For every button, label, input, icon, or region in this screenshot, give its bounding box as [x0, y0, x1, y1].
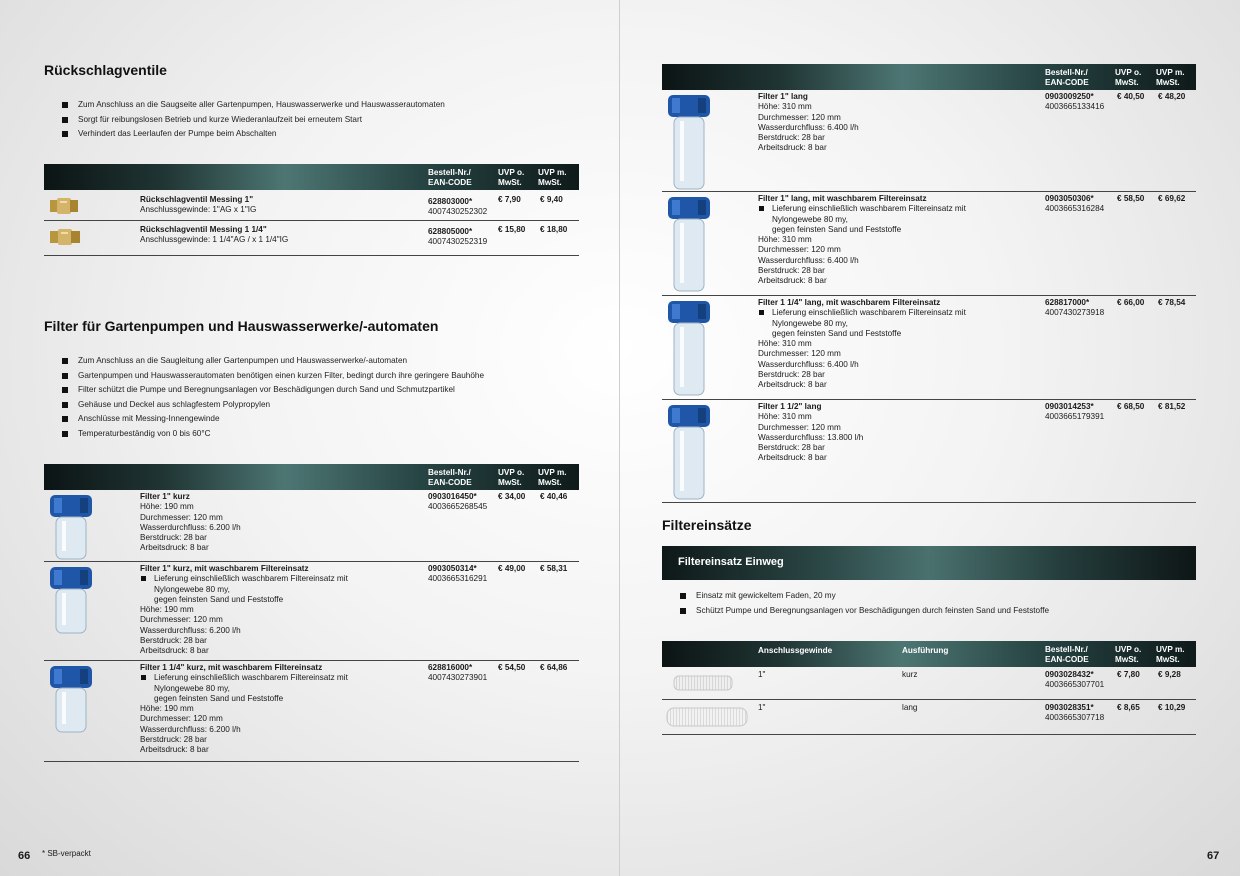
row-description: Filter 1 1/4" kurz, mit waschbarem Filtereinsatz Lieferung einschließlich waschbarem Filtereinsatz mit Nylongewebe 80 my, gegen feinsten Sand und Feststoffe Höhe: 190 mm Durchmesser: 120 mm Wasserdurchfluss: 6.200 l/h Berstdruck: 28 bar Arbeitsdruck: 8 bar	[140, 663, 348, 755]
table-header-long-filters	[662, 64, 1196, 90]
order-cell: 628805000* 4007430252319	[428, 227, 488, 247]
col-order-header: Bestell-Nr./ EAN-CODE	[428, 468, 472, 487]
uvp-o-cell: € 66,00	[1117, 298, 1145, 307]
table-row	[662, 667, 1196, 700]
cartridge-short-image	[670, 672, 736, 694]
page-number-right: 67	[1207, 850, 1220, 862]
col-order-header: Bestell-Nr./ EAN-CODE	[428, 168, 472, 187]
water-filter-image	[666, 299, 712, 397]
bullet-item: Anschlüsse mit Messing-Innengewinde	[62, 412, 484, 427]
row-bullet: Lieferung einschließlich waschbarem Filtereinsatz mit	[140, 574, 348, 584]
row-description: Rückschlagventil Messing 1" Anschlussgewinde: 1"AG x 1"IG	[140, 195, 257, 215]
bullet-item: Schützt Pumpe und Beregnungsanlagen vor Beschädigungen durch feinsten Sand und Feststoffe	[680, 604, 1049, 619]
bullet-item: Einsatz mit gewickeltem Faden, 20 my	[680, 589, 1049, 604]
row-description: Filter 1" lang, mit waschbarem Filtereinsatz Lieferung einschließlich waschbarem Filtereinsatz mit Nylongewebe 80 my, gegen feinsten Sand und Feststoffe Höhe: 310 mm Durchmesser: 120 mm Wasserdurchfluss: 6.400 l/h Berstdruck: 28 bar Arbeitsdruck: 8 bar	[758, 194, 966, 286]
uvp-m-cell: € 48,20	[1158, 92, 1186, 101]
section-title-rueckschlagventile: Rückschlagventile	[44, 62, 167, 78]
bullet-item: Verhindert das Leerlaufen der Pumpe beim Abschalten	[62, 127, 445, 142]
uvp-m-cell: € 81,52	[1158, 402, 1186, 411]
uvp-m-cell: € 78,54	[1158, 298, 1186, 307]
row-description: Filter 1" lang Höhe: 310 mm Durchmesser: 120 mm Wasserdurchfluss: 6.400 l/h Berstdruck: 28 bar Arbeitsdruck: 8 bar	[758, 92, 859, 153]
uvp-o-cell: € 49,00	[498, 564, 526, 573]
col-uvp-m-header: UVP m. MwSt.	[538, 468, 567, 487]
uvp-m-cell: € 40,46	[540, 492, 568, 501]
uvp-m-cell: € 69,62	[1158, 194, 1186, 203]
order-cell: 0903009250* 4003665133416	[1045, 92, 1105, 112]
uvp-m-cell: € 58,31	[540, 564, 568, 573]
bullet-item: Temperaturbeständig von 0 bis 60°C	[62, 427, 484, 442]
row-description: Filter 1 1/2" lang Höhe: 310 mm Durchmesser: 120 mm Wasserdurchfluss: 13.800 l/h Berstdruck: 28 bar Arbeitsdruck: 8 bar	[758, 402, 864, 463]
table-row	[44, 192, 579, 221]
col-uvp-o-header: UVP o. MwSt.	[498, 468, 525, 487]
uvp-o-cell: € 54,50	[498, 663, 526, 672]
row-description: Filter 1 1/4" lang, mit waschbarem Filtereinsatz Lieferung einschließlich waschbarem Filtereinsatz mit Nylongewebe 80 my, gegen feinsten Sand und Feststoffe Höhe: 310 mm Durchmesser: 120 mm Wasserdurchfluss: 6.400 l/h Berstdruck: 28 bar Arbeitsdruck: 8 bar	[758, 298, 966, 390]
bullet-item: Sorgt für reibungslosen Betrieb und kurze Wiederanlaufzeit bei erneutem Start	[62, 113, 445, 128]
order-cell: 0903050314* 4003665316291	[428, 564, 488, 584]
table-row	[44, 562, 579, 661]
spread-fold	[619, 0, 620, 876]
table-row	[44, 661, 579, 762]
uvp-o-cell: € 68,50	[1117, 402, 1145, 411]
order-cell: 628803000* 4007430252302	[428, 197, 488, 217]
uvp-o-cell: € 7,90	[498, 195, 521, 204]
table-row	[662, 90, 1196, 192]
bullet-item: Gehäuse und Deckel aus schlagfestem Polypropylen	[62, 398, 484, 413]
uvp-m-cell: € 9,28	[1158, 670, 1181, 679]
section-title-filtereinsaetze: Filtereinsätze	[662, 517, 752, 533]
table-row	[662, 192, 1196, 296]
water-filter-image	[666, 195, 712, 293]
type-cell: lang	[902, 703, 918, 712]
brass-valve-image	[49, 196, 79, 216]
table-header-einsatz	[662, 641, 1196, 667]
table-row	[44, 221, 579, 256]
col-uvp-o-header: UVP o. MwSt.	[1115, 68, 1142, 87]
bullet-item: Filter schützt die Pumpe und Beregnungsanlagen vor Beschädigungen durch Sand und Schmutzpartikel	[62, 383, 484, 398]
uvp-o-cell: € 7,80	[1117, 670, 1140, 679]
table-row	[662, 296, 1196, 400]
table-header-filters	[44, 464, 579, 490]
bullet-item: Zum Anschluss an die Saugseite aller Gartenpumpen, Hauswasserwerke und Hauswasserautomaten	[62, 98, 445, 113]
water-filter-image	[666, 93, 712, 191]
col-order-header: Bestell-Nr./ EAN-CODE	[1045, 68, 1089, 87]
col-uvp-o-header: UVP o. MwSt.	[1115, 645, 1142, 664]
col-uvp-m-header: UVP m. MwSt.	[1156, 645, 1185, 664]
uvp-m-cell: € 9,40	[540, 195, 563, 204]
uvp-o-cell: € 8,65	[1117, 703, 1140, 712]
bullet-list-rueckschlag	[62, 98, 445, 142]
subsection-banner	[662, 546, 1196, 580]
row-bullet: Lieferung einschließlich waschbarem Filtereinsatz mit	[758, 308, 966, 318]
uvp-m-cell: € 10,29	[1158, 703, 1186, 712]
table-header-valves	[44, 164, 579, 190]
col-thread-header: Anschlussgewinde	[758, 646, 833, 655]
bullet-item: Zum Anschluss an die Saugleitung aller Gartenpumpen und Hauswasserwerke/-automaten	[62, 354, 484, 369]
bullet-item: Gartenpumpen und Hauswasserautomaten benötigen einen kurzen Filter, bedingt durch ihre geringere Bauhöhe	[62, 369, 484, 384]
thread-cell: 1"	[758, 670, 766, 679]
row-description: Rückschlagventil Messing 1 1/4" Anschlussgewinde: 1 1/4"AG / x 1 1/4"IG	[140, 225, 289, 245]
col-uvp-o-header: UVP o. MwSt.	[498, 168, 525, 187]
uvp-o-cell: € 34,00	[498, 492, 526, 501]
order-cell: 0903014253* 4003665179391	[1045, 402, 1105, 422]
section-title-filter: Filter für Gartenpumpen und Hauswasserwerke/-automaten	[44, 318, 439, 334]
col-uvp-m-header: UVP m. MwSt.	[1156, 68, 1185, 87]
uvp-o-cell: € 58,50	[1117, 194, 1145, 203]
uvp-m-cell: € 18,80	[540, 225, 568, 234]
uvp-o-cell: € 40,50	[1117, 92, 1145, 101]
order-cell: 628817000* 4007430273918	[1045, 298, 1105, 318]
row-bullet: Lieferung einschließlich waschbarem Filtereinsatz mit	[758, 204, 966, 214]
table-row	[662, 700, 1196, 735]
brass-valve-image	[49, 227, 81, 247]
order-cell: 0903028351* 4003665307718	[1045, 703, 1105, 723]
uvp-m-cell: € 64,86	[540, 663, 568, 672]
thread-cell: 1"	[758, 703, 766, 712]
banner-label: Filtereinsatz Einweg	[678, 556, 784, 568]
water-filter-image	[48, 493, 94, 561]
col-uvp-m-header: UVP m. MwSt.	[538, 168, 567, 187]
cartridge-long-image	[664, 704, 750, 730]
col-order-header: Bestell-Nr./ EAN-CODE	[1045, 645, 1089, 664]
row-bullet: Lieferung einschließlich waschbarem Filtereinsatz mit	[140, 673, 348, 683]
water-filter-image	[48, 565, 94, 635]
order-cell: 0903050306* 4003665316284	[1045, 194, 1105, 214]
order-cell: 628816000* 4007430273901	[428, 663, 488, 683]
bullet-list-einsatz	[680, 589, 1049, 618]
order-cell: 0903016450* 4003665268545	[428, 492, 488, 512]
uvp-o-cell: € 15,80	[498, 225, 526, 234]
col-type-header: Ausführung	[902, 646, 949, 655]
page-number-left: 66	[18, 850, 31, 862]
type-cell: kurz	[902, 670, 918, 679]
row-description: Filter 1" kurz Höhe: 190 mm Durchmesser: 120 mm Wasserdurchfluss: 6.200 l/h Berstdruck: 28 bar Arbeitsdruck: 8 bar	[140, 492, 241, 553]
water-filter-image	[666, 403, 712, 501]
order-cell: 0903028432* 4003665307701	[1045, 670, 1105, 690]
row-description: Filter 1" kurz, mit waschbarem Filtereinsatz Lieferung einschließlich waschbarem Filtereinsatz mit Nylongewebe 80 my, gegen feinsten Sand und Feststoffe Höhe: 190 mm Durchmesser: 120 mm Wasserdurchfluss: 6.200 l/h Berstdruck: 28 bar Arbeitsdruck: 8 bar	[140, 564, 348, 656]
footnote: * SB-verpackt	[42, 849, 91, 858]
table-row	[44, 490, 579, 562]
bullet-list-filter	[62, 354, 484, 442]
table-row	[662, 400, 1196, 503]
water-filter-image	[48, 664, 94, 734]
